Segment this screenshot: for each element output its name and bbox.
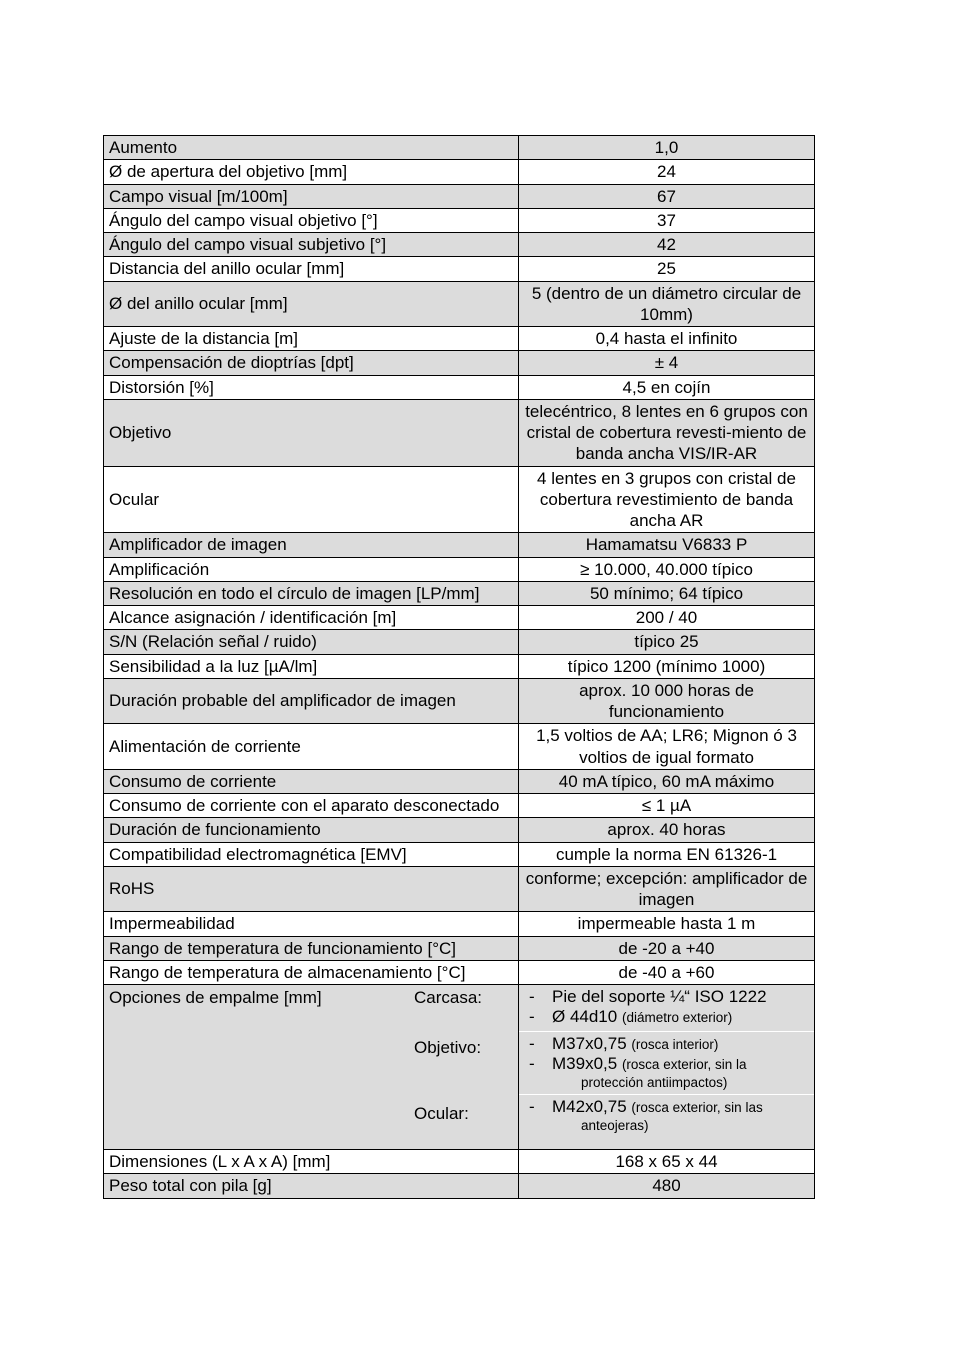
spec-value: ≤ 1 µA [519, 794, 815, 818]
spec-value: 1,5 voltios de AA; LR6; Mignon ó 3 voltios de igual formato [519, 724, 815, 770]
spec-label: Peso total con pila [g] [104, 1174, 519, 1198]
spec-label: Ángulo del campo visual subjetivo [°] [104, 233, 519, 257]
mount-item-note: (rosca exterior, sin las [631, 1100, 763, 1116]
spec-value: de -40 a +60 [519, 960, 815, 984]
spec-row [104, 1174, 815, 1198]
spec-label: Duración de funcionamiento [104, 818, 519, 842]
spec-value: típico 1200 (mínimo 1000) [519, 654, 815, 678]
spec-value: 42 [519, 233, 815, 257]
mount-item-value: Pie del soporte ¼“ ISO 1222 [552, 987, 767, 1006]
mount-group [519, 1094, 814, 1137]
spec-row [104, 960, 815, 984]
spec-value: aprox. 10 000 horas de funcionamiento [519, 678, 815, 724]
spec-row [104, 581, 815, 605]
spec-value: 480 [519, 1174, 815, 1198]
spec-label: Rango de temperatura de funcionamiento [°C] [104, 936, 519, 960]
spec-row [104, 257, 815, 281]
spec-row [104, 630, 815, 654]
mount-options-row [104, 985, 815, 1150]
spec-row [104, 208, 815, 232]
spec-label: Distorsión [%] [104, 375, 519, 399]
spec-value: 4 lentes en 3 grupos con cristal de cobertura revestimiento de banda ancha AR [519, 466, 815, 533]
spec-row [104, 866, 815, 912]
mount-item-note: (rosca interior) [631, 1036, 719, 1052]
spec-row [104, 136, 815, 160]
spec-label: Duración probable del amplificador de imagen [104, 678, 519, 724]
spec-value: 5 (dentro de un diámetro circular de 10mm) [519, 281, 815, 327]
spec-label: Dimensiones (L x A x A) [mm] [104, 1150, 519, 1174]
spec-row [104, 678, 815, 724]
mount-item-value: Ø 44d10 [552, 1007, 618, 1027]
spec-row [104, 794, 815, 818]
spec-value: 1,0 [519, 136, 815, 160]
spec-row [104, 912, 815, 936]
spec-label: Impermeabilidad [104, 912, 519, 936]
spec-value: telecéntrico, 8 lentes en 6 grupos con cristal de cobertura revesti-miento de banda ancha VIS/IR-AR [519, 399, 815, 466]
spec-value: cumple la norma EN 61326-1 [519, 842, 815, 866]
spec-row [104, 327, 815, 351]
spec-value: 67 [519, 184, 815, 208]
mount-part-label: Ocular: [414, 1104, 469, 1123]
mount-item-value: M42x0,75 [552, 1097, 627, 1117]
mount-group [519, 985, 814, 1031]
list-dash: - [529, 1033, 535, 1053]
spec-row [104, 842, 815, 866]
spec-row [104, 818, 815, 842]
spec-label: Ángulo del campo visual objetivo [°] [104, 208, 519, 232]
spec-value: 40 mA típico, 60 mA máximo [519, 769, 815, 793]
spec-label: Ø de apertura del objetivo [mm] [104, 160, 519, 184]
spec-label: Consumo de corriente [104, 769, 519, 793]
spec-label: Aumento [104, 136, 519, 160]
spec-label: Amplificador de imagen [104, 533, 519, 557]
spec-label: Alimentación de corriente [104, 724, 519, 770]
spec-row [104, 281, 815, 327]
spec-label: Campo visual [m/100m] [104, 184, 519, 208]
spec-label: Compensación de dioptrías [dpt] [104, 351, 519, 375]
spec-value: ≥ 10.000, 40.000 típico [519, 557, 815, 581]
spec-value: Hamamatsu V6833 P [519, 533, 815, 557]
spec-label: Objetivo [104, 399, 519, 466]
mount-item-note-cont: anteojeras) [581, 1117, 649, 1133]
spec-value: conforme; excepción: amplificador de imagen [519, 866, 815, 912]
spec-row [104, 375, 815, 399]
spec-table-body [104, 136, 815, 1199]
spec-value: típico 25 [519, 630, 815, 654]
list-dash: - [529, 1054, 535, 1074]
spec-value: impermeable hasta 1 m [519, 912, 815, 936]
spec-label: Sensibilidad a la luz [µA/lm] [104, 654, 519, 678]
mount-item [529, 1007, 806, 1027]
spec-label: Ajuste de la distancia [m] [104, 327, 519, 351]
spec-row [104, 654, 815, 678]
mount-item [529, 1097, 806, 1117]
spec-value: 168 x 65 x 44 [519, 1150, 815, 1174]
mount-part-label: Objetivo: [414, 1038, 482, 1057]
spec-value: 25 [519, 257, 815, 281]
mount-options-label: Opciones de empalme [mm] [109, 988, 322, 1007]
list-dash: - [529, 1097, 535, 1117]
spec-value: ± 4 [519, 351, 815, 375]
mount-options-values [519, 985, 815, 1150]
list-dash: - [529, 1007, 535, 1027]
spec-label: Amplificación [104, 557, 519, 581]
mount-item [529, 1054, 806, 1074]
spec-row [104, 606, 815, 630]
mount-item-value: M37x0,75 [552, 1033, 627, 1053]
mount-group [519, 1031, 814, 1095]
spec-label: Rango de temperatura de almacenamiento [°C] [104, 960, 519, 984]
spec-value: 24 [519, 160, 815, 184]
spec-row [104, 769, 815, 793]
spec-label: Alcance asignación / identificación [m] [104, 606, 519, 630]
spec-row [104, 936, 815, 960]
spec-value: 4,5 en cojín [519, 375, 815, 399]
spec-value: 200 / 40 [519, 606, 815, 630]
mount-options-label-cell [104, 985, 519, 1150]
spec-row [104, 557, 815, 581]
spec-value: 50 mínimo; 64 típico [519, 581, 815, 605]
spec-value: de -20 a +40 [519, 936, 815, 960]
spec-label: Consumo de corriente con el aparato desconectado [104, 794, 519, 818]
spec-label: S/N (Relación señal / ruido) [104, 630, 519, 654]
list-dash: - [529, 987, 535, 1006]
mount-item-note-cont: protección antiimpactos) [581, 1074, 728, 1090]
spec-row [104, 533, 815, 557]
mount-item [529, 987, 806, 1007]
spec-row [104, 160, 815, 184]
spec-row [104, 233, 815, 257]
spec-row [104, 184, 815, 208]
spec-value: 0,4 hasta el infinito [519, 327, 815, 351]
mount-item [529, 1034, 806, 1054]
spec-row [104, 351, 815, 375]
spec-label: Compatibilidad electromagnética [EMV] [104, 842, 519, 866]
spec-row [104, 1150, 815, 1174]
spec-label: Ocular [104, 466, 519, 533]
mount-item-note: (diámetro exterior) [621, 1010, 733, 1026]
spec-value: 37 [519, 208, 815, 232]
spec-row [104, 466, 815, 533]
spec-row [104, 724, 815, 770]
spec-label: Ø del anillo ocular [mm] [104, 281, 519, 327]
spec-label: Distancia del anillo ocular [mm] [104, 257, 519, 281]
mount-item-note: (rosca exterior, sin la [621, 1057, 747, 1073]
spec-row [104, 399, 815, 466]
mount-item-value: M39x0,5 [552, 1054, 618, 1074]
spec-label: Resolución en todo el círculo de imagen [LP/mm] [104, 581, 519, 605]
spec-value: aprox. 40 horas [519, 818, 815, 842]
mount-part-label: Carcasa: [414, 988, 483, 1007]
spec-table [103, 135, 815, 1199]
spec-label: RoHS [104, 866, 519, 912]
